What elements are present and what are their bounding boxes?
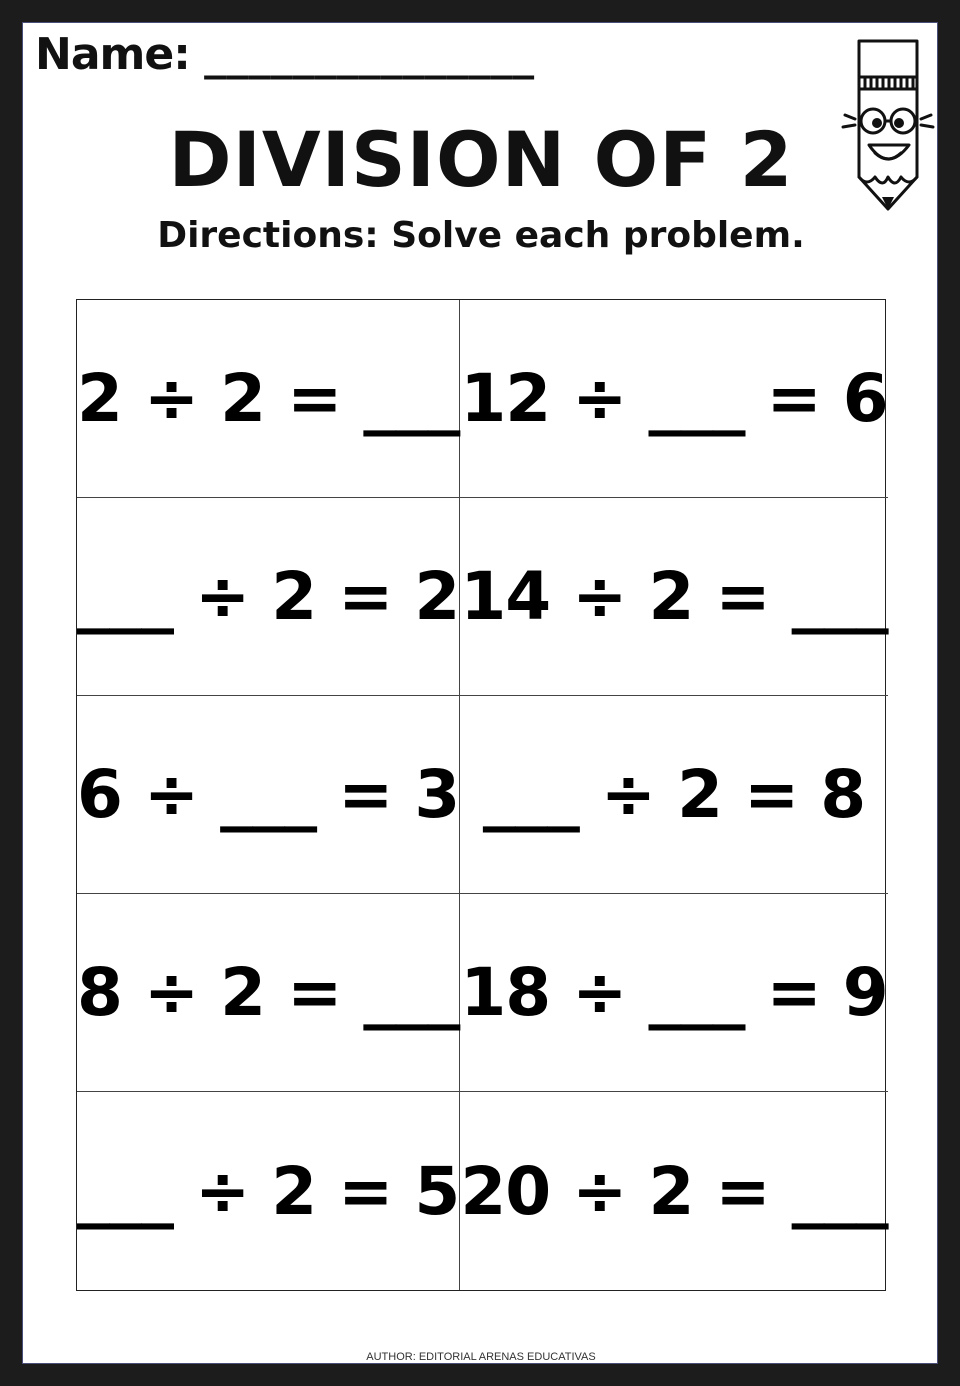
worksheet-directions: Directions: Solve each problem. — [157, 215, 805, 256]
problem-cell[interactable]: ___ ÷ 2 = 5 — [77, 1092, 460, 1290]
worksheet-page — [22, 22, 938, 1364]
problem-cell[interactable]: 18 ÷ ___ = 9 — [460, 894, 887, 1092]
name-field-label — [35, 29, 534, 80]
name-blank-line[interactable]: _______________ — [204, 29, 535, 80]
worksheet-title: DIVISION OF 2 — [168, 115, 794, 204]
problem-grid — [76, 299, 886, 1291]
problem-cell[interactable]: ___ ÷ 2 = 8 — [460, 696, 887, 894]
problem-cell[interactable]: 6 ÷ ___ = 3 — [77, 696, 460, 894]
name-label: Name: — [35, 29, 190, 80]
problem-cell[interactable]: 8 ÷ 2 = ___ — [77, 894, 460, 1092]
problem-cell[interactable]: 12 ÷ ___ = 6 — [460, 300, 887, 498]
author-credit: AUTHOR: EDITORIAL ARENAS EDUCATIVAS — [366, 1351, 596, 1363]
problem-cell[interactable]: 2 ÷ 2 = ___ — [77, 300, 460, 498]
problem-cell[interactable]: 20 ÷ 2 = ___ — [460, 1152, 888, 1230]
problem-cell[interactable]: 14 ÷ 2 = ___ — [460, 498, 887, 696]
problem-cell[interactable]: ___ ÷ 2 = 2 — [77, 498, 460, 696]
